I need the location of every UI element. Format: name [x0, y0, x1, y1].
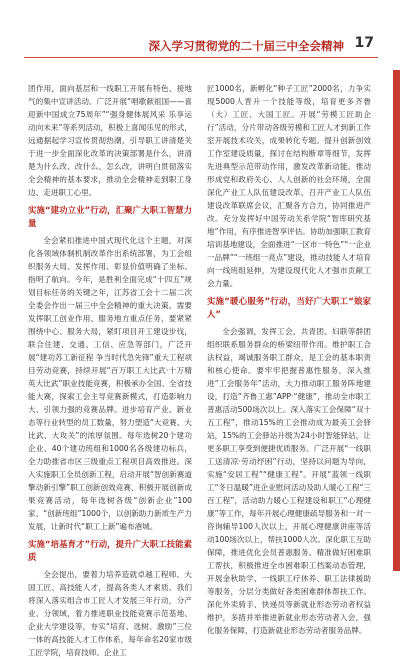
- section-heading-nuanxin: 实施“暖心服务”行动，当好广大职工“娘家人”: [207, 296, 371, 319]
- paragraph: 全会强调，发挥工会、共青团、妇联等群团组织联系服务群众的桥梁纽带作用。维护职工合法权益，竭诚服务职工群众，是工会的基本职责和核心使命。要牢牢把握普惠性服务，深入推进“工会服务年”活动，大力推动职工服务阵地建设，打造“齐鲁工惠”APP·“健康”，推动全市职工普惠活动500场次以上。深入落实工会保障“双十五工程”，推动15%的工会推动成为最美工会驿站，15%的工会驿站升级为24小时智能驿站，让更多职工享受到便捷优质服务。广泛开展“一线职工送清凉·劳动纾困”行动，坚持以问题为导向，实施“安居工程”“健康工程”。开展“蓝领一线职工“冬日温暖”进企业慰问活动及助人暖心工程“三百工程”，活动助力暖心工程建设和职工“心理健康”等工作，每年开展心理健康疏导服务和一对一咨询辅导100人次以上，开展心理健康讲座等活动100场次以上，帮扶1000人次。深化职工互助保障，推进优化会员普惠服务。精准做好困难职工帮扶，积极推进全市困难职工档案动态管理，开展金秋助学、一线职工疗休养、职工法律援助等服务，分层分类做好各类困难群体帮扶工作。深化外卖骑手、快递员等新就业形态劳动者权益维护，多措并举推进新就业形态劳动者入会，强化服务保障，打造新就业形态劳动者服务品牌。: [207, 327, 371, 635]
- left-column: [28, 82, 192, 659]
- page-number: 17: [354, 35, 374, 51]
- right-column: [207, 82, 371, 637]
- paragraph: 团作用，面向基层和一线职工开展有特色、接地气的集中宣讲活动。广泛开展“唱歌献祖国——喜迎新中国成立75周年”“强身健体展风采 乐享运动向未来”等系列活动，积极上喜闻乐见的形式，远通据起学习宣传贯彻热潮，引导职工讲清楚关于进一步全面深化改革的决策部署是什么，讲清楚为什么改、改什么、怎么改，讲明白贯彻落实全会精神的基本要求，推动全会精神走到职工身边、走进职工心里。: [28, 84, 192, 197]
- paragraph: 匠1000名，新孵化“种子工匠”2000名，力争实现5000人晋升一个技能等级，培育更多齐鲁（大）工匠、大国工匠。开展“劳模工匠助企行”活动，分片带动各级劳模和工匠人才到新工作室开展技术攻关，成果转化专题。提升创新创效工作室建设质量，探讨在结构断章等细节，发挥先进典型示范带动作用，激发改革新动能。推动形成党和政府关心、人人创新的社会环境，全面深化产业工人队伍建设改革，召开产业工人队伍建设改革联席会议，汇聚各方合力，协同推进产改。充分发挥好中国劳动关系学院“智库研究基地”作用，有序推进智享评估。协助加强职工教育培训基地建设，全面推进“一区市一特色”“一企业一品牌”“一班组一亮点”建设，推动技能人才培育向一线班组延伸，为建设现代化人才强市贡献工会力量。: [207, 84, 371, 288]
- page-header: [0, 0, 400, 60]
- paragraph: 全会紧扣推进中国式现代化这个主题，对深化各领域体制机制改革作出系统部署，为工会组织服务大局、发挥作用、彰显价值明确了坐标、指明了航向。今年，是胜利全面完成“十四五”规划目标任务的关键之年，江苏省工会十二届二次全委会作出一届三中全会精神的重大决策。需要发挥职工创业作用、服务地方重点任务，要紧紧围绕中心、服务大局，紧盯项目开工建设步伐，联合住建、交通、工信、应急等部门，广泛开展“建功苏工新征程 争当时代急先锋”重大工程项目劳动竞赛，持续开展“百万职工大比武·十万精英大比武”职业技能竞赛，积极承办全国、全省技能大赛，探索工会主导竞赛新模式，打造影响力大、引领力强的竞赛品牌。进步培育产业、新业态等行业转型的员工数量，努力塑造“大竞赛、大比武、大攻关”的浓厚氛围。每年选树20个建功企业、40个建功班组和1000名各级建功标兵，全力助推省市区三级重点工程项目高效推进。深入实施职工全员创新工程，启动开展“智创新赛道 擎动新引擎”职工创新创效竞赛，积极开展创新成果竞赛活动，每年选树各级“创新企业”100家、“创新班组”1000个，以创新助力新质生产力发展，让新时代“职工上新”遍布港城。: [28, 236, 192, 531]
- page-edge-bar: [393, 70, 400, 571]
- section-heading-peiji: 实施“培基育才”行动，提升广大职工技能素质: [28, 539, 192, 562]
- section-heading-jiangong: 实施“建功立业”行动，汇聚广大职工智慧力量: [28, 205, 192, 228]
- running-header-title: 深入学习贯彻党的二十届三中全会精神: [148, 39, 344, 53]
- header-rule: [24, 57, 378, 58]
- paragraph: 全会提出，要着力培养造就卓越工程师、大国工匠、高技能人才，提高各类人才素质。我们将深入落实组合市工匠人才发展三年行动，分产业、分领域，着力推进职业技能竞赛示范基地、企业大学建设等，夯实“培育、选树、激励”三位一体的高技能人才工作体系，每年命名20家市级工匠学院，培育技师、企业工: [28, 570, 192, 657]
